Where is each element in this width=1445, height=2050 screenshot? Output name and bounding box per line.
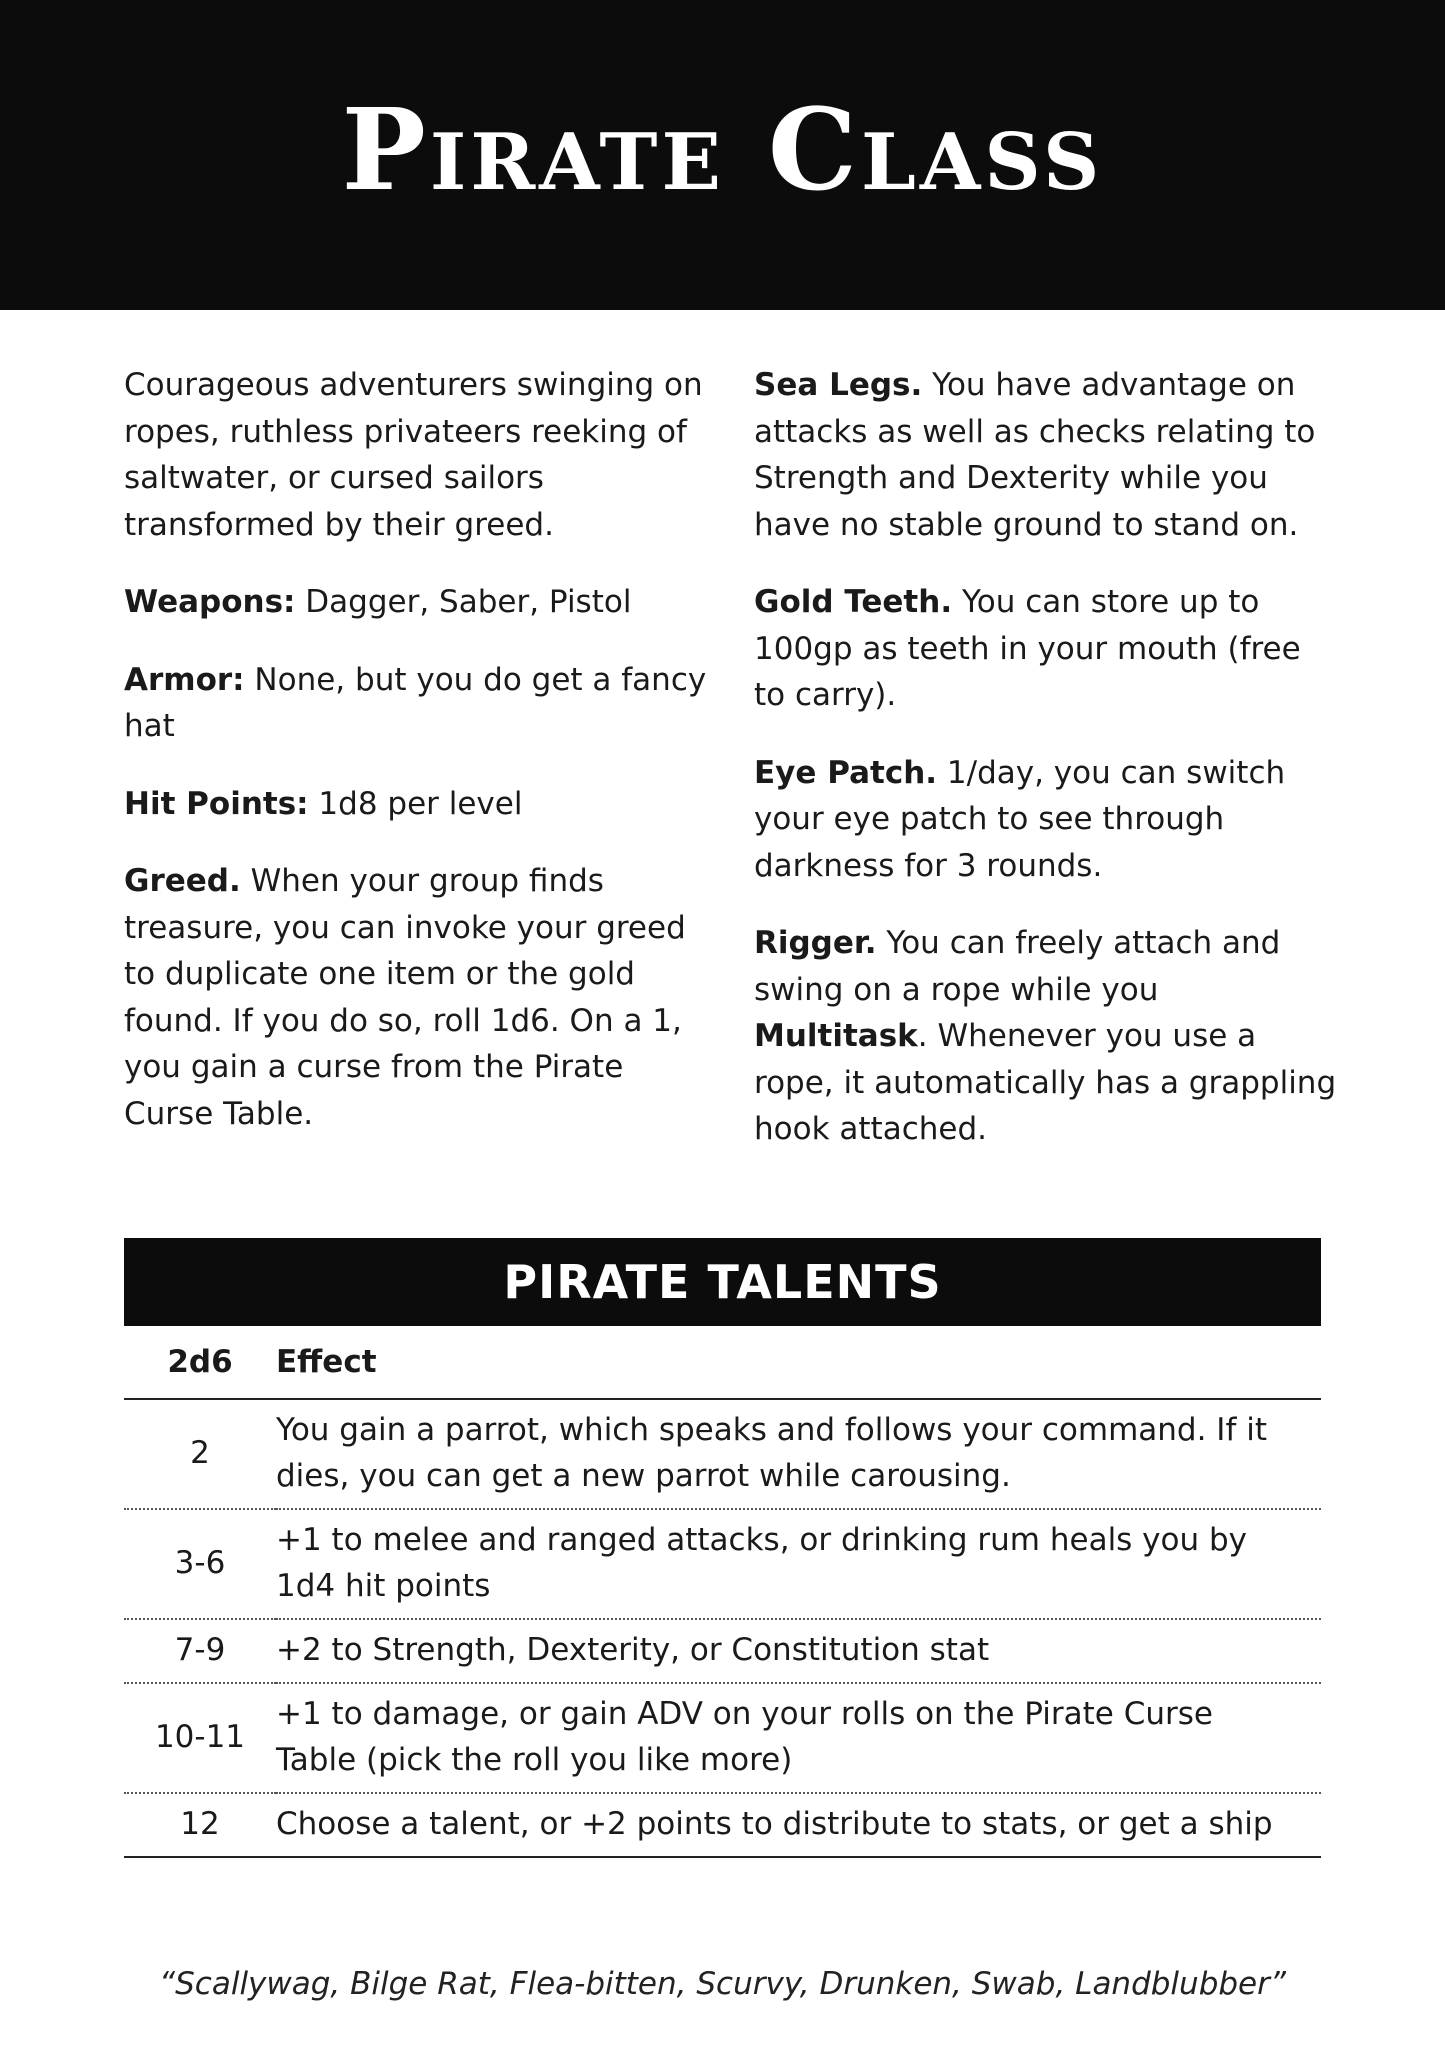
- effect-cell: +1 to melee and ranged attacks, or drinking rum heals you by 1d4 hit points: [276, 1509, 1321, 1619]
- effect-cell: +1 to damage, or gain ADV on your rolls on the Pirate Curse Table (pick the roll you like more): [276, 1683, 1321, 1793]
- roll-cell: 3-6: [124, 1509, 276, 1619]
- hit-points-text: 1d8 per level: [308, 785, 523, 822]
- talents-title: PIRATE TALENTS: [124, 1238, 1321, 1326]
- column-header-roll: 2d6: [124, 1326, 276, 1399]
- eye-patch-entry: [754, 750, 1339, 890]
- rigger-entry: [754, 920, 1339, 1153]
- armor-text: None, but you do get a fancy hat: [124, 661, 707, 744]
- weapons-label: Weapons:: [124, 584, 296, 620]
- hit-points-label: Hit Points:: [124, 785, 309, 822]
- table-row: [124, 1793, 1321, 1857]
- hit-points-entry: [124, 781, 709, 828]
- eye-patch-text: 1/day, you can switch your eye patch to see through darkness for 3 rounds.: [754, 754, 1286, 884]
- pirate-talents-section: [124, 1238, 1321, 1858]
- column-header-effect: Effect: [276, 1326, 1321, 1399]
- roll-cell: 2: [124, 1399, 276, 1509]
- roll-cell: 10-11: [124, 1683, 276, 1793]
- page-title: Pirate Class: [341, 84, 1104, 216]
- weapons-entry: [124, 579, 709, 626]
- sea-legs-label: Sea Legs.: [754, 367, 923, 403]
- roll-cell: 12: [124, 1793, 276, 1857]
- table-row: [124, 1399, 1321, 1509]
- talents-table: [124, 1326, 1321, 1858]
- eye-patch-label: Eye Patch.: [754, 754, 938, 791]
- gold-teeth-text: You can store up to 100gp as teeth in your mouth (free to carry).: [754, 584, 1301, 713]
- left-column: [124, 362, 709, 1168]
- armor-label: Armor:: [124, 661, 245, 698]
- greed-label: Greed.: [124, 863, 241, 899]
- table-row: [124, 1683, 1321, 1793]
- effect-cell: +2 to Strength, Dexterity, or Constitution stat: [276, 1619, 1321, 1683]
- footer-quote: “Scallywag, Bilge Rat, Flea-bitten, Scurvy, Drunken, Swab, Landblubber”: [159, 1966, 1286, 2002]
- gold-teeth-label: Gold Teeth.: [754, 584, 953, 620]
- greed-entry: [124, 858, 709, 1137]
- gold-teeth-entry: [754, 579, 1339, 719]
- effect-cell: You gain a parrot, which speaks and follows your command. If it dies, you can get a new parrot while carousing.: [276, 1399, 1321, 1509]
- multitask-term: Multitask: [754, 1018, 918, 1054]
- table-header-row: [124, 1326, 1321, 1399]
- sea-legs-text: You have advantage on attacks as well as checks relating to Strength and Dexterity while you have no stable ground to stand on.: [754, 367, 1316, 543]
- sea-legs-entry: [754, 362, 1339, 548]
- greed-text: When your group finds treasure, you can invoke your greed to duplicate one item or the gold found. If you do so, roll 1d6. On a 1, you gain a curse from the Pirate Curse Table.: [124, 863, 686, 1132]
- right-column: [754, 362, 1339, 1184]
- rigger-label: Rigger.: [754, 925, 877, 961]
- weapons-text: Dagger, Saber, Pistol: [295, 584, 632, 620]
- table-row: [124, 1509, 1321, 1619]
- effect-cell: Choose a talent, or +2 points to distribute to stats, or get a ship: [276, 1793, 1321, 1857]
- table-row: [124, 1619, 1321, 1683]
- rigger-text-2: . Whenever you use a rope, it automatically has a grappling hook attached.: [754, 1018, 1337, 1147]
- header-banner: [0, 0, 1445, 310]
- roll-cell: 7-9: [124, 1619, 276, 1683]
- armor-entry: [124, 657, 709, 750]
- rigger-text-1: You can freely attach and swing on a rope while you: [754, 925, 1281, 1008]
- intro-text: Courageous adventurers swinging on ropes, ruthless privateers reeking of saltwater, or cursed sailors transformed by their greed.: [124, 367, 703, 543]
